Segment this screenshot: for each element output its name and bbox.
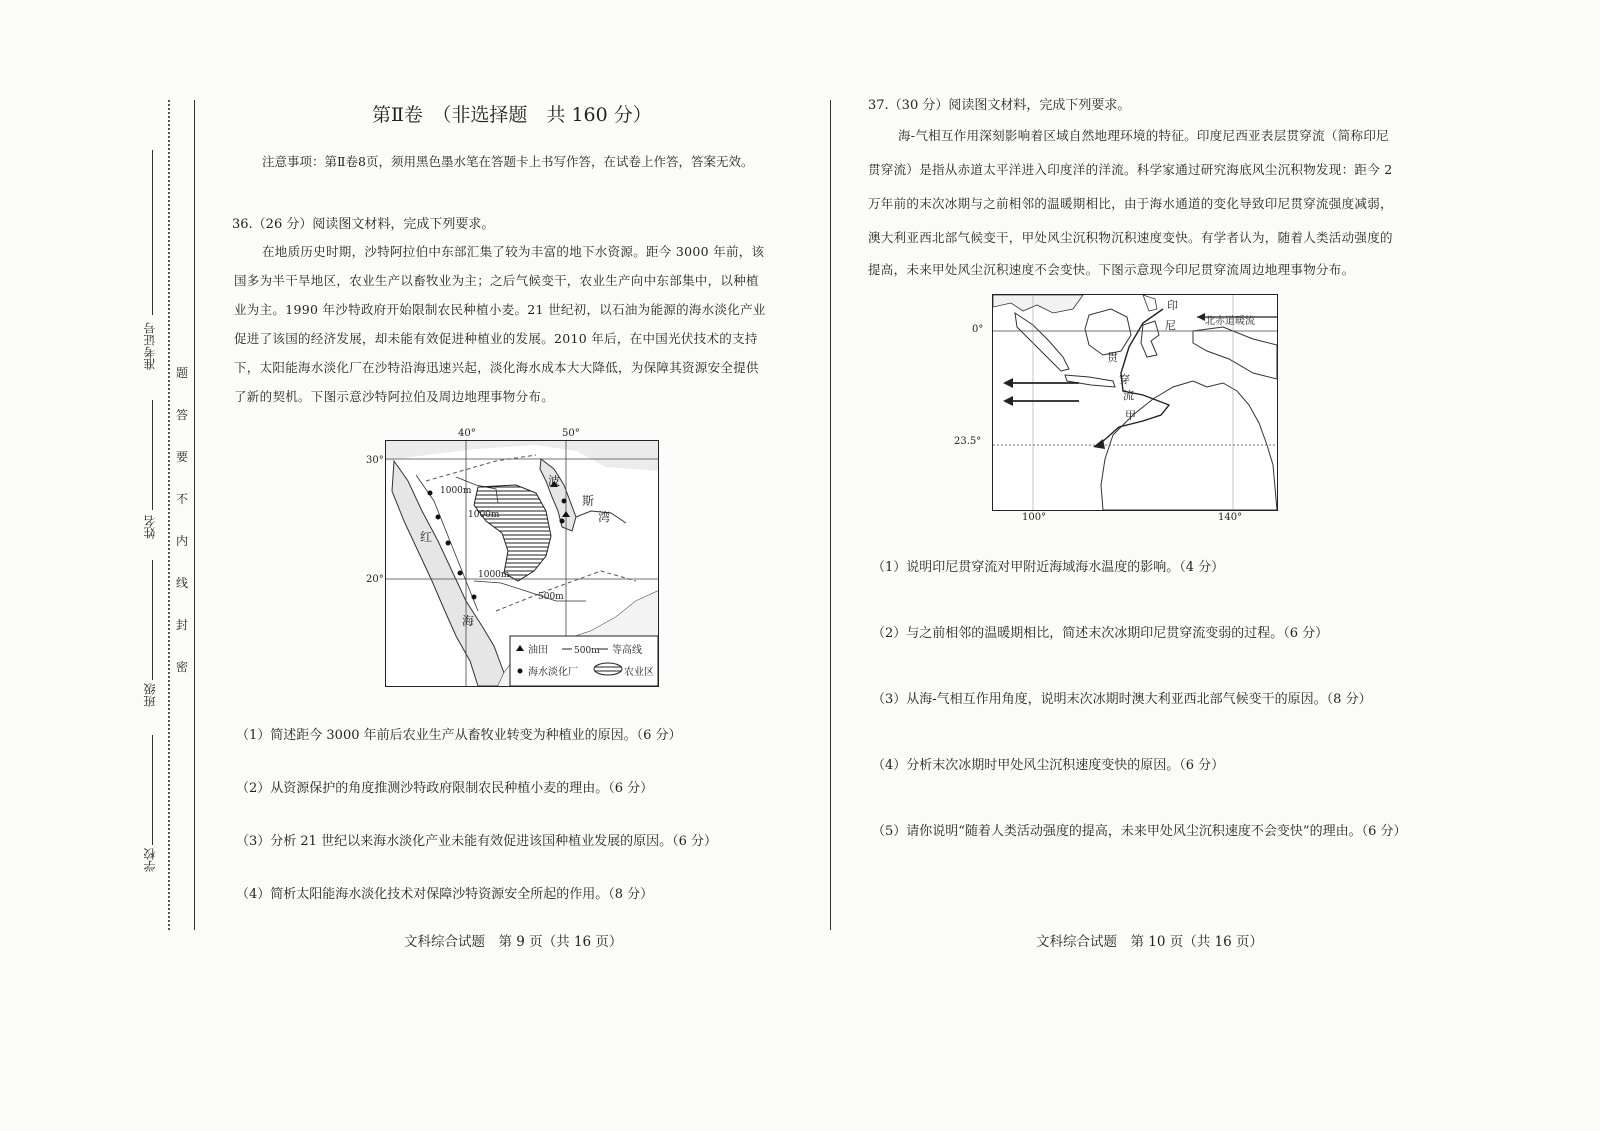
q36-sub-2: （2）从资源保护的角度推测沙特政府限制农民种植小麦的理由。（6 分） — [236, 781, 654, 796]
gulf-label: 斯 — [582, 494, 595, 508]
flow-char: 贯 — [1107, 351, 1118, 364]
q37-para-line: 贯穿流）是指从赤道太平洋进入印度洋的洋流。科学家通过研究海底风尘沉积物发现：距今 2 — [868, 162, 1393, 177]
seal-char: 内 — [176, 534, 189, 548]
point-jia: 甲 — [1125, 409, 1136, 422]
map-lat-label: 30° — [366, 455, 384, 466]
seal-char: 要 — [176, 450, 189, 464]
q36-para-line: 促进了该国的经济发展，却未能有效促进种植业的发展。2010 年后，在中国光伏技术的支持 — [234, 331, 758, 346]
q36-para-line: 国多为半干旱地区，农业生产以畜牧业为主；之后气候变干，农业生产向中东部集中，以种植 — [234, 273, 759, 288]
current-label: 北赤道暖流 — [1205, 316, 1255, 327]
q37-sub-3: （3）从海-气相互作用角度，说明末次冰期时澳大利亚西北部气候变干的原因。（8 分） — [872, 692, 1372, 707]
gulf-label: 波 — [548, 474, 561, 488]
sea-label: 红 — [420, 530, 433, 544]
field-class-blank — [152, 560, 153, 680]
flow-char: 尼 — [1165, 319, 1176, 332]
contour-label: 1000m — [478, 570, 510, 580]
binding-dotted-line — [168, 100, 170, 930]
flow-char: 印 — [1167, 299, 1178, 312]
page-divider — [830, 100, 831, 930]
q36-sub-3: （3）分析 21 世纪以来海水淡化产业未能有效促进该国种植业发展的原因。（6 分） — [236, 834, 717, 849]
sea-label: 海 — [462, 614, 475, 628]
binding-solid-line — [194, 100, 195, 930]
legend-desal: 海水淡化厂 — [528, 667, 578, 678]
contour-label: 500m — [538, 592, 564, 602]
legend-contour-sample: 500m — [574, 646, 600, 656]
seal-char: 线 — [176, 576, 189, 590]
q37-sub-2: （2）与之前相邻的温暖期相比，简述末次冰期印尼贯穿流变弱的过程。（6 分） — [872, 626, 1329, 641]
map2-lon-label: 140° — [1218, 512, 1243, 523]
field-name-label: 姓名 — [143, 515, 157, 539]
q36-header: 36.（26 分）阅读图文材料，完成下列要求。 — [232, 217, 495, 232]
flow-char: 穿 — [1119, 373, 1130, 386]
seal-char: 封 — [176, 618, 189, 632]
seal-char: 题 — [176, 366, 189, 380]
contour-label: 1000m — [440, 486, 472, 496]
map-lat-label: 20° — [366, 574, 384, 585]
page-footer-left: 文科综合试题 第 9 页（共 16 页） — [404, 934, 623, 950]
field-exam-number-label: 准考证号 — [143, 322, 157, 370]
seal-char: 不 — [176, 492, 189, 506]
q37-sub-4: （4）分析末次冰期时甲处风尘沉积速度变快的原因。（6 分） — [872, 758, 1225, 773]
contour-label: 1000m — [468, 510, 500, 520]
map-lon-label: 40° — [458, 428, 476, 439]
q37-para-line: 万年前的末次冰期与之前相邻的温暖期相比，由于海水通道的变化导致印尼贯穿流强度减弱， — [868, 196, 1393, 211]
field-class-label: 班级 — [143, 683, 157, 707]
map2-lat-label: 0° — [972, 324, 984, 335]
field-school-label: 学校 — [143, 848, 157, 872]
indonesia-map-graphic — [993, 295, 1277, 510]
legend-contour: 等高线 — [612, 645, 642, 656]
field-school-blank — [152, 735, 153, 845]
q36-sub-4: （4）简析太阳能海水淡化技术对保障沙特资源安全所起的作用。（8 分） — [236, 887, 654, 902]
field-exam-number-blank — [152, 150, 153, 315]
q36-para-line: 业为主。1990 年沙特政府开始限制农民种植小麦。21 世纪初，以石油为能源的海水淡化产业 — [234, 302, 766, 317]
q37-para-line: 澳大利亚西北部气候变干，甲处风尘沉积物沉积速度变快。有学者认为，随着人类活动强度的 — [868, 230, 1393, 245]
field-name-blank — [152, 400, 153, 510]
map2-lon-label: 100° — [1022, 512, 1047, 523]
q36-para-line: 下，太阳能海水淡化厂在沙特沿海迅速兴起，淡化海水成本大大降低，为保障其资源安全提供 — [234, 360, 759, 375]
saudi-map — [385, 440, 659, 687]
section-title: 第Ⅱ卷 （非选择题 共 160 分） — [372, 104, 652, 126]
seal-char: 密 — [176, 660, 189, 674]
q36-sub-1: （1）简述距今 3000 年前后农业生产从畜牧业转变为种植业的原因。（6 分） — [236, 728, 682, 743]
q37-para-line: 海-气相互作用深刻影响着区域自然地理环境的特征。印度尼西亚表层贯穿流（简称印尼 — [898, 128, 1389, 143]
map-lon-label: 50° — [562, 428, 580, 439]
q37-sub-1: （1）说明印尼贯穿流对甲附近海域海水温度的影响。（4 分） — [872, 560, 1225, 575]
gulf-label: 湾 — [598, 510, 611, 524]
q37-header: 37.（30 分）阅读图文材料，完成下列要求。 — [868, 98, 1131, 113]
seal-char: 答 — [176, 408, 189, 422]
q36-para-line: 在地质历史时期，沙特阿拉伯中东部汇集了较为丰富的地下水资源。距今 3000 年前，该 — [262, 244, 765, 259]
saudi-map-graphic — [386, 441, 658, 686]
legend-agri: 农业区 — [624, 667, 654, 678]
q37-sub-5: （5）请你说明“随着人类活动强度的提高，未来甲处风尘沉积速度不会变快”的理由。（6 分） — [872, 824, 1407, 839]
legend-oilfield: 油田 — [528, 645, 548, 656]
indonesia-map — [992, 294, 1278, 511]
notice-text: 注意事项：第Ⅱ卷8页，须用黑色墨水笔在答题卡上书写作答，在试卷上作答，答案无效。 — [262, 154, 754, 169]
map2-lat-label: 23.5° — [954, 436, 982, 447]
q37-para-line: 提高，未来甲处风尘沉积速度不会变快。下图示意现今印尼贯穿流周边地理事物分布。 — [868, 262, 1355, 277]
q36-para-line: 了新的契机。下图示意沙特阿拉伯及周边地理事物分布。 — [234, 389, 555, 404]
page-footer-right: 文科综合试题 第 10 页（共 16 页） — [1036, 934, 1264, 950]
flow-char: 流 — [1123, 389, 1134, 402]
